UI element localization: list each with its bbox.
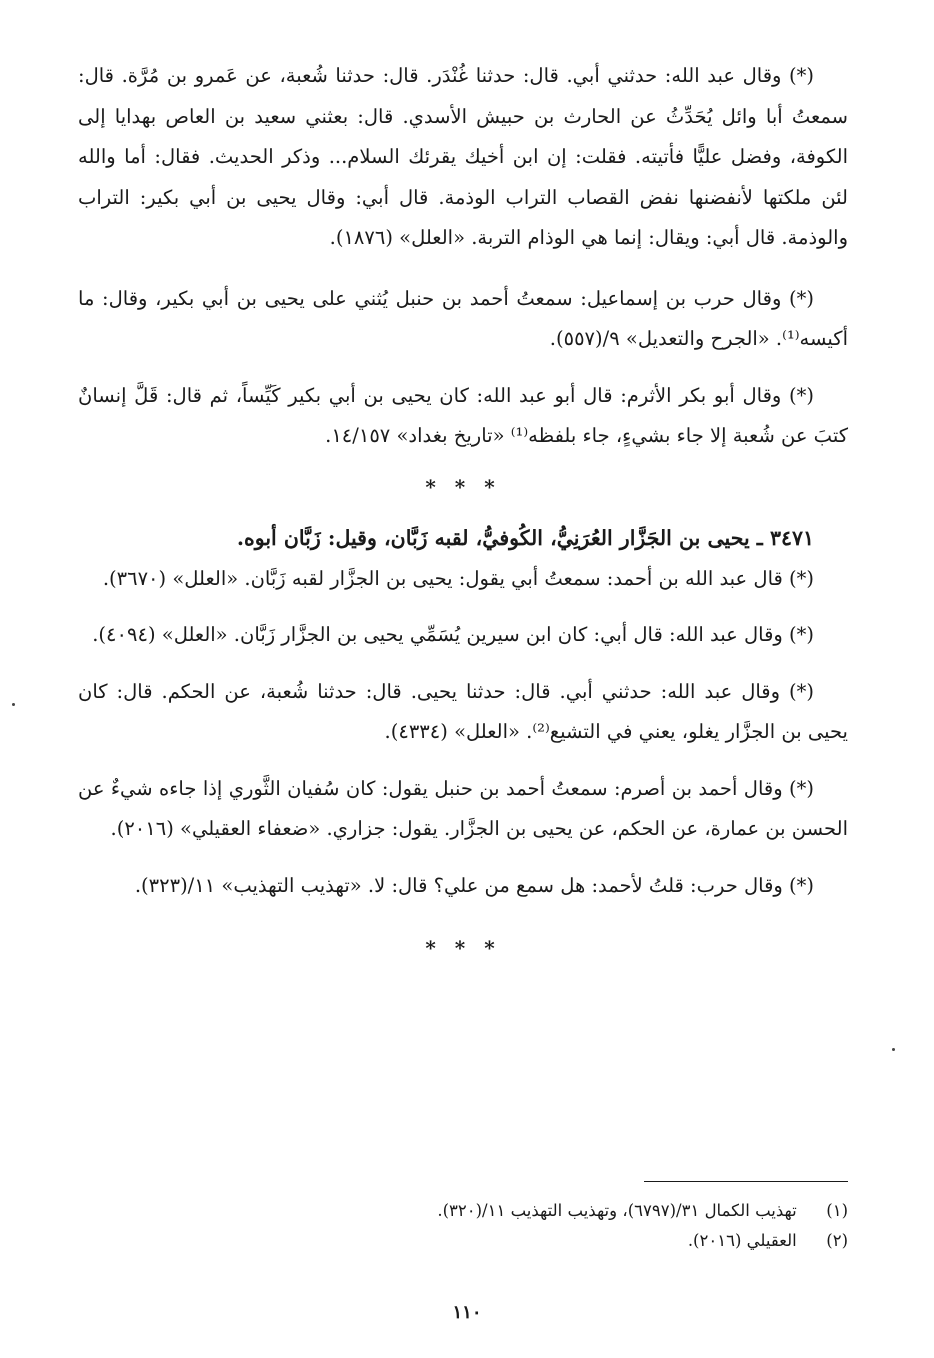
paragraph-7: (*) وقال أحمد بن أصرم: سمعتُ أحمد بن حنبل يقول: كان سُفيان الثَّوري إذا جاءه شيءٌ عن الحسن بن عمارة، عن الحكم، عن يحيى بن الجزَّار. يقول: جزاري. «ضعفاء العقيلي» (٢٠١٦).	[78, 776, 848, 840]
footnote-divider	[644, 1181, 848, 1182]
end-separator: * * *	[425, 936, 501, 960]
footnote-text: تهذيب الكمال ٣١/(٦٧٩٧)، وتهذيب التهذيب ١١/(٣٢٠).	[437, 1201, 797, 1220]
page-number: ١١٠	[452, 1302, 482, 1323]
entry-heading: ٣٤٧١ ـ يحيى بن الجَزَّار العُرَنِيُّ، الكُوفيُّ، لقبه زَبَّان، وقيل: زَبَّان أبوه.	[236, 525, 814, 550]
scan-speck	[12, 703, 15, 706]
footnote-number: (١)	[826, 1201, 848, 1220]
footnote-1	[148, 1196, 848, 1226]
paragraph-5: (*) وقال عبد الله: قال أبي: كان ابن سيرين يُسَمِّي يحيى بن الجزَّار زَبَّان. «العلل» (٤٠٩٤).	[92, 623, 814, 646]
paragraph-3: (*) وقال أبو بكر الأثرم: قال أبو عبد الله: كان يحيى بن أبي بكير كَيِّساً، ثم قال: قَلَّ إنسانٌ كتبَ عن شُعبة إلا جاء بشيءٍ، جاء بلفظه⁽¹⁾ «تاريخ بغداد» ١٤/١٥٧.	[78, 383, 848, 447]
main-text-block	[78, 56, 848, 978]
footnotes	[148, 1196, 848, 1256]
paragraph-6: (*) وقال عبد الله: حدثني أبي. قال: حدثنا يحيى. قال: حدثنا شُعبة، عن الحكم. قال: كان يحيى بن الجزَّار يغلو، يعني في التشيع⁽²⁾. «العلل» (٤٣٣٤).	[78, 679, 848, 743]
footnote-number: (٢)	[826, 1231, 848, 1250]
scan-speck	[892, 1048, 895, 1051]
paragraph-4: (*) قال عبد الله بن أحمد: سمعتُ أبي يقول: يحيى بن الجزَّار لقبه زَبَّان. «العلل» (٣٦٧٠).	[102, 566, 814, 590]
footnote-text: العقيلي (٢٠١٦).	[687, 1231, 797, 1250]
paragraph-8: (*) وقال حرب: قلتُ لأحمد: هل سمع من علي؟ قال: لا. «تهذيب التهذيب» ١١/(٣٢٣).	[134, 873, 814, 897]
footnote-2	[148, 1226, 848, 1256]
paragraph-2: (*) وقال حرب بن إسماعيل: سمعتُ أحمد بن حنبل يُثني على يحيى بن أبي بكير، وقال: ما أكيسه⁽¹⁾. «الجرح والتعديل» ٩/(٥٥٧).	[78, 286, 848, 350]
paragraph-1: (*) وقال عبد الله: حدثني أبي. قال: حدثنا غُنْدَر. قال: حدثنا شُعبة، عن عَمرو بن مُرَّة. قال: سمعتُ أبا وائل يُحَدِّثُ عن الحارث بن حبيش الأسدي. قال: بعثني سعيد بن العاص بهدايا إلى الكوفة، وفضل عليًّا فأتيته. فقلت: إن ابن أخيك يقرئك السلام... وذكر الحديث. فقال: أما والله لئن ملكتها لأنفضنها نفض القصاب التراب الوذمة. قال أبي: وقال يحيى بن أبي بكير: التراب والوذمة. قال أبي: ويقال: إنما هي الوذام التربة. «العلل» (١٨٧٦).	[78, 64, 848, 249]
section-separator: * * *	[425, 474, 501, 499]
